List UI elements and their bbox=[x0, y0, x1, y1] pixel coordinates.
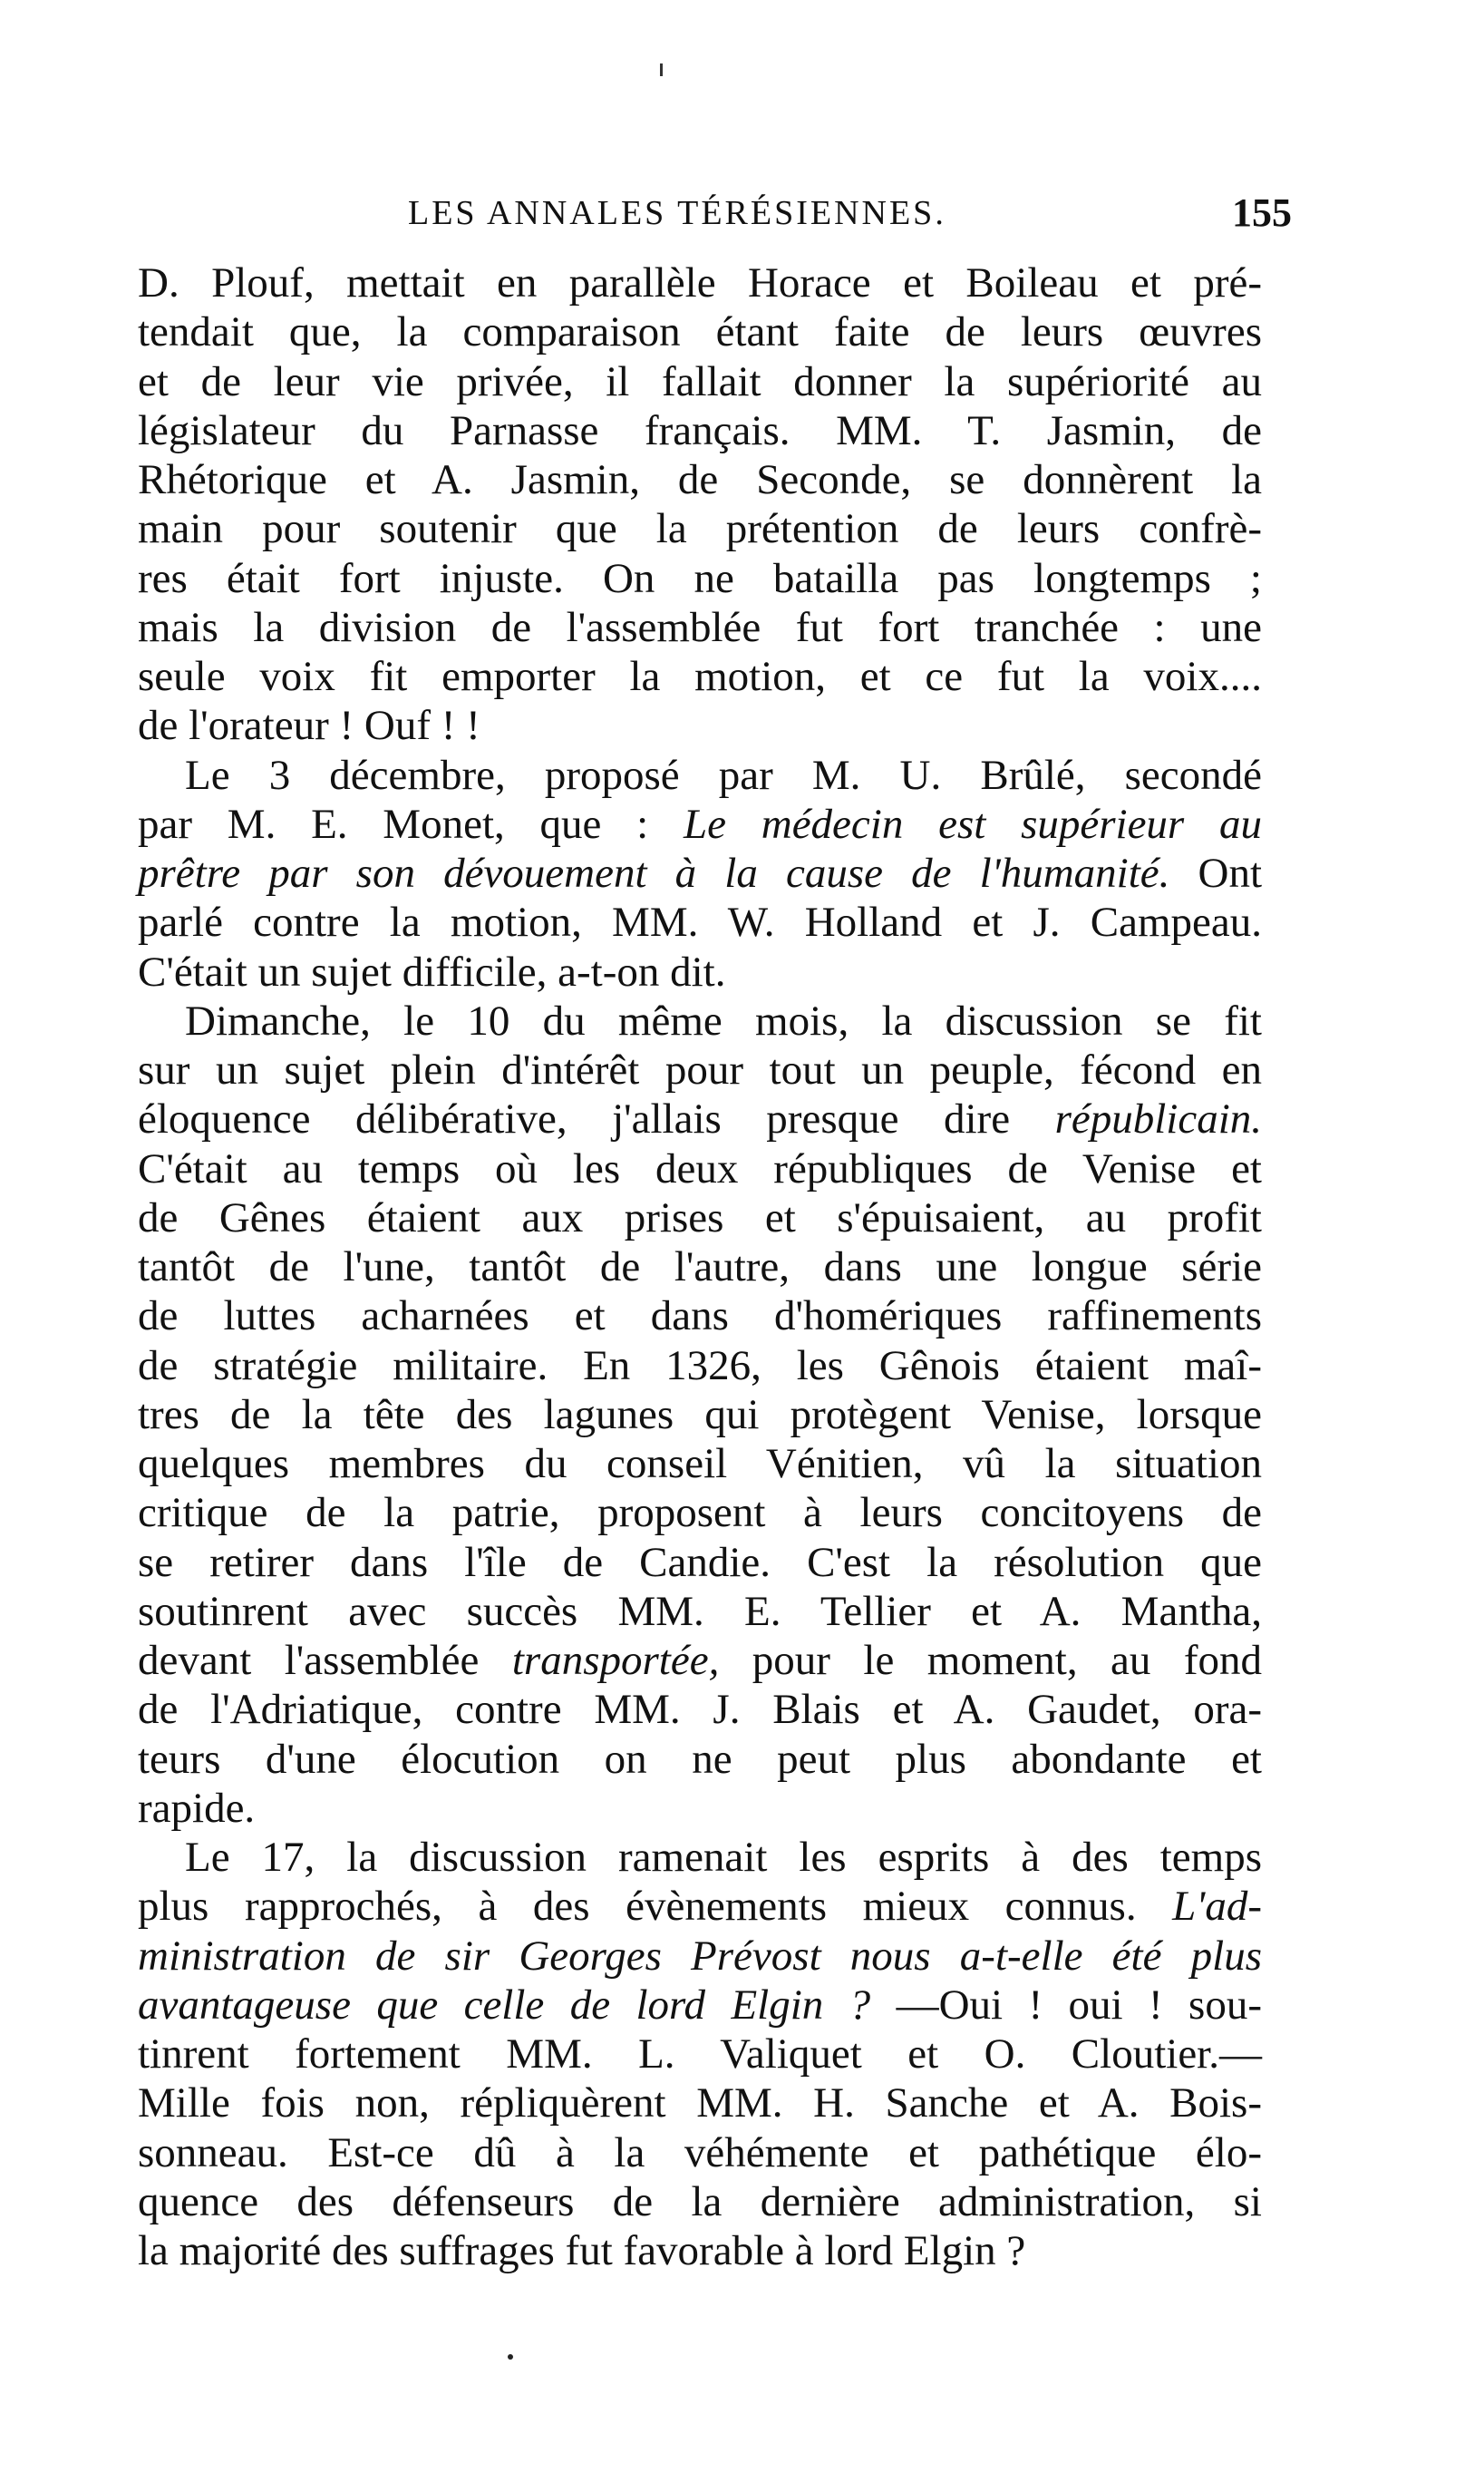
text-line bbox=[138, 1193, 1262, 1242]
line-text: devant l'assemblée bbox=[138, 1637, 512, 1684]
text-line bbox=[138, 1636, 1262, 1685]
text-line bbox=[138, 603, 1262, 652]
page-header bbox=[181, 181, 1292, 245]
italic-text: L'ad- bbox=[1172, 1883, 1262, 1931]
line-text: D. Plouf, mettait en parallèle Horace et Boileau et pré- bbox=[138, 259, 1262, 307]
line-text: Le 3 décembre, proposé par M. U. Brûlé, secondé bbox=[185, 751, 1262, 799]
text-line bbox=[138, 554, 1262, 603]
line-text: de Gênes étaient aux prises et s'épuisaient, au profit bbox=[138, 1193, 1262, 1241]
line-text: mais la division de l'assemblée fut fort tranchée : une bbox=[138, 603, 1262, 651]
line-text: C'était un sujet difficile, a-t-on dit. bbox=[138, 948, 726, 996]
line-text: sonneau. Est-ce dû à la véhémente et pathétique élo- bbox=[138, 2128, 1262, 2176]
text-line bbox=[138, 751, 1262, 800]
line-text: pour le moment, au fond bbox=[719, 1637, 1262, 1684]
italic-text: avantageuse que celle de lord Elgin ? bbox=[138, 1981, 871, 2029]
text-line bbox=[138, 1439, 1262, 1488]
line-text: res était fort injuste. On ne batailla pas longtemps ; bbox=[138, 554, 1262, 602]
text-line bbox=[138, 701, 1262, 750]
text-line bbox=[138, 1932, 1262, 1981]
text-line bbox=[138, 1144, 1262, 1193]
line-text: quence des défenseurs de la dernière administration, si bbox=[138, 2177, 1262, 2225]
text-line bbox=[138, 898, 1262, 947]
body-text bbox=[138, 258, 1262, 2275]
page-number: 155 bbox=[1232, 190, 1292, 235]
text-line bbox=[138, 849, 1262, 898]
italic-text: transportée, bbox=[511, 1637, 720, 1684]
text-line bbox=[138, 997, 1262, 1046]
text-line bbox=[138, 307, 1262, 356]
line-text: par M. E. Monet, que : bbox=[138, 800, 684, 848]
line-text: tendait que, la comparaison étant faite de leurs œuvres bbox=[138, 308, 1262, 356]
line-text: rapide. bbox=[138, 1784, 256, 1832]
text-line bbox=[138, 1095, 1262, 1144]
line-text: —Oui ! oui ! sou- bbox=[870, 1981, 1262, 2029]
italic-text: républicain. bbox=[1054, 1095, 1262, 1144]
text-line bbox=[138, 504, 1262, 553]
text-line bbox=[138, 1046, 1262, 1095]
line-text: sur un sujet plein d'intérêt pour tout un peuple, fécond en bbox=[138, 1046, 1262, 1094]
print-dot bbox=[508, 2354, 513, 2360]
running-title: LES ANNALES TÉRÉSIENNES. bbox=[408, 194, 946, 232]
line-text: teurs d'une élocution on ne peut plus abondante et bbox=[138, 1735, 1262, 1783]
text-line bbox=[138, 2078, 1262, 2127]
text-line bbox=[138, 948, 1262, 997]
text-line bbox=[138, 1587, 1262, 1636]
line-text: de l'orateur ! Ouf ! ! bbox=[138, 702, 480, 750]
line-text: C'était au temps où les deux républiques de Venise et bbox=[138, 1144, 1262, 1192]
line-text: plus rapprochés, à des évènements mieux connus. bbox=[138, 1883, 1173, 1931]
italic-text: Le médecin est supérieur au bbox=[683, 800, 1262, 848]
text-line bbox=[138, 1341, 1262, 1390]
line-text: législateur du Parnasse français. MM. T. Jasmin, de bbox=[138, 406, 1262, 454]
line-text: seule voix fit emporter la motion, et ce fut la voix.... bbox=[138, 653, 1262, 700]
line-text: parlé contre la motion, MM. W. Holland et J. Campeau. bbox=[138, 899, 1262, 947]
line-text: éloquence délibérative, j'allais presque dire bbox=[138, 1095, 1055, 1144]
text-line bbox=[138, 652, 1262, 701]
text-line bbox=[138, 1685, 1262, 1734]
text-line bbox=[138, 357, 1262, 406]
italic-text: prêtre par son dévouement à la cause de l'humanité. bbox=[138, 850, 1170, 897]
line-text: tantôt de l'une, tantôt de l'autre, dans une longue série bbox=[138, 1243, 1262, 1290]
line-text: de luttes acharnées et dans d'homériques raffinements bbox=[138, 1292, 1262, 1340]
line-text: de stratégie militaire. En 1326, les Gênois étaient maî- bbox=[138, 1341, 1262, 1389]
line-text: la majorité des suffrages fut favorable à lord Elgin ? bbox=[138, 2227, 1026, 2274]
text-line bbox=[138, 406, 1262, 455]
text-line bbox=[138, 1833, 1262, 1882]
text-line bbox=[138, 1538, 1262, 1587]
text-line bbox=[138, 455, 1262, 504]
italic-text: ministration de sir Georges Prévost nous a-t-elle été plus bbox=[138, 1932, 1262, 1980]
text-line bbox=[138, 1784, 1262, 1833]
line-text: de l'Adriatique, contre MM. J. Blais et A. Gaudet, ora- bbox=[138, 1686, 1262, 1734]
line-text: Dimanche, le 10 du même mois, la discussion se fit bbox=[185, 997, 1262, 1045]
print-mark bbox=[660, 63, 663, 76]
line-text: main pour soutenir que la prétention de leurs confrè- bbox=[138, 505, 1262, 553]
text-line bbox=[138, 800, 1262, 849]
text-line bbox=[138, 1291, 1262, 1340]
text-line bbox=[138, 1981, 1262, 2030]
text-line bbox=[138, 2177, 1262, 2226]
line-text: se retirer dans l'île de Candie. C'est la résolution que bbox=[138, 1538, 1262, 1586]
line-text: et de leur vie privée, il fallait donner la supériorité au bbox=[138, 357, 1262, 405]
line-text: quelques membres du conseil Vénitien, vû la situation bbox=[138, 1440, 1262, 1487]
line-text: tres de la tête des lagunes qui protègent Venise, lorsque bbox=[138, 1390, 1262, 1438]
line-text: Ont bbox=[1169, 850, 1263, 897]
line-text: soutinrent avec succès MM. E. Tellier et A. Mantha, bbox=[138, 1587, 1262, 1635]
text-line bbox=[138, 1242, 1262, 1291]
text-line bbox=[138, 1735, 1262, 1784]
line-text: Rhétorique et A. Jasmin, de Seconde, se donnèrent la bbox=[138, 456, 1262, 503]
line-text: tinrent fortement MM. L. Valiquet et O. Cloutier.— bbox=[138, 2030, 1262, 2078]
line-text: Le 17, la discussion ramenait les esprits à des temps bbox=[185, 1834, 1262, 1881]
text-line bbox=[138, 2030, 1262, 2078]
text-line bbox=[138, 2128, 1262, 2177]
line-text: critique de la patrie, proposent à leurs concitoyens de bbox=[138, 1489, 1262, 1537]
text-line bbox=[138, 2226, 1262, 2275]
text-line bbox=[138, 258, 1262, 307]
text-line bbox=[138, 1390, 1262, 1439]
text-line bbox=[138, 1488, 1262, 1537]
line-text: Mille fois non, répliquèrent MM. H. Sanche et A. Bois- bbox=[138, 2079, 1262, 2127]
text-line bbox=[138, 1882, 1262, 1931]
